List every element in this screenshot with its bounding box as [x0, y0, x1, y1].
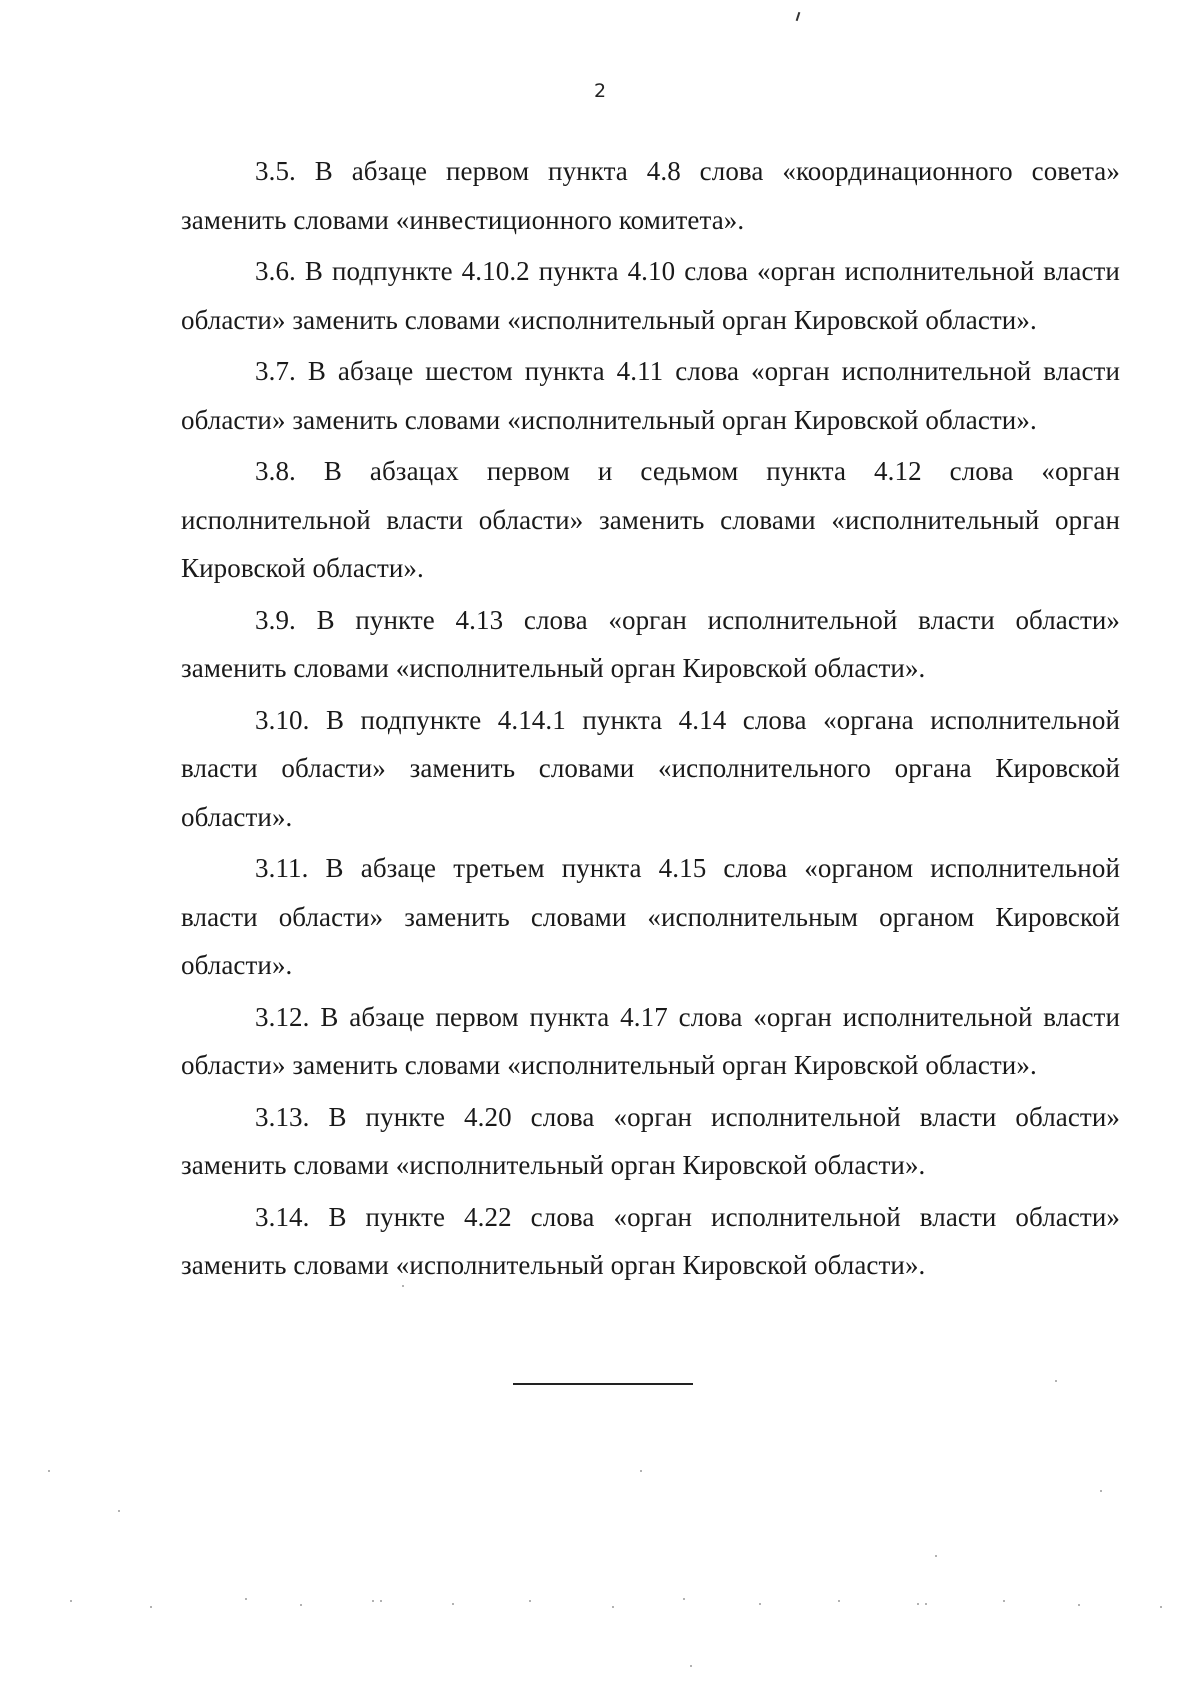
paragraph-3-13: 3.13. В пункте 4.20 слова «орган исполнительной власти области» заменить словами «исполнительный орган Кировской области». [181, 1101, 1120, 1180]
paragraph-3-6: 3.6. В подпункте 4.10.2 пункта 4.10 слова «орган исполнительной власти области» заменить словами «исполнительный орган Кировской области». [181, 256, 1120, 335]
paragraph-3-11: 3.11. В абзаце третьем пункта 4.15 слова «органом исполнительной власти области» заменить словами «исполнительным органом Кировской области». [181, 853, 1120, 980]
document-body [181, 147, 1120, 1293]
paragraph-3-9: 3.9. В пункте 4.13 слова «орган исполнительной власти области» заменить словами «исполнительный орган Кировской области». [181, 604, 1120, 683]
scan-mark [796, 12, 801, 21]
end-of-text-rule [513, 1383, 693, 1385]
page-number: 2 [593, 80, 607, 102]
paragraph-3-5: 3.5. В абзаце первом пункта 4.8 слова «координационного совета» заменить словами «инвестиционного комитета». [181, 156, 1120, 235]
paragraph-3-8: 3.8. В абзацах первом и седьмом пункта 4.12 слова «орган исполнительной власти области» заменить словами «исполнительный орган Кировской области». [181, 456, 1120, 583]
paragraph-3-7: 3.7. В абзаце шестом пункта 4.11 слова «орган исполнительной власти области» заменить словами «исполнительный орган Кировской области». [181, 356, 1120, 435]
paragraph-3-10: 3.10. В подпункте 4.14.1 пункта 4.14 слова «органа исполнительной власти области» заменить словами «исполнительного органа Кировской области». [181, 704, 1120, 832]
paragraph-3-12: 3.12. В абзаце первом пункта 4.17 слова «орган исполнительной власти области» заменить словами «исполнительный орган Кировской области». [181, 1001, 1120, 1080]
paragraph-3-14: 3.14. В пункте 4.22 слова «орган исполнительной власти области» заменить словами «исполнительный орган Кировской области». [181, 1201, 1120, 1280]
